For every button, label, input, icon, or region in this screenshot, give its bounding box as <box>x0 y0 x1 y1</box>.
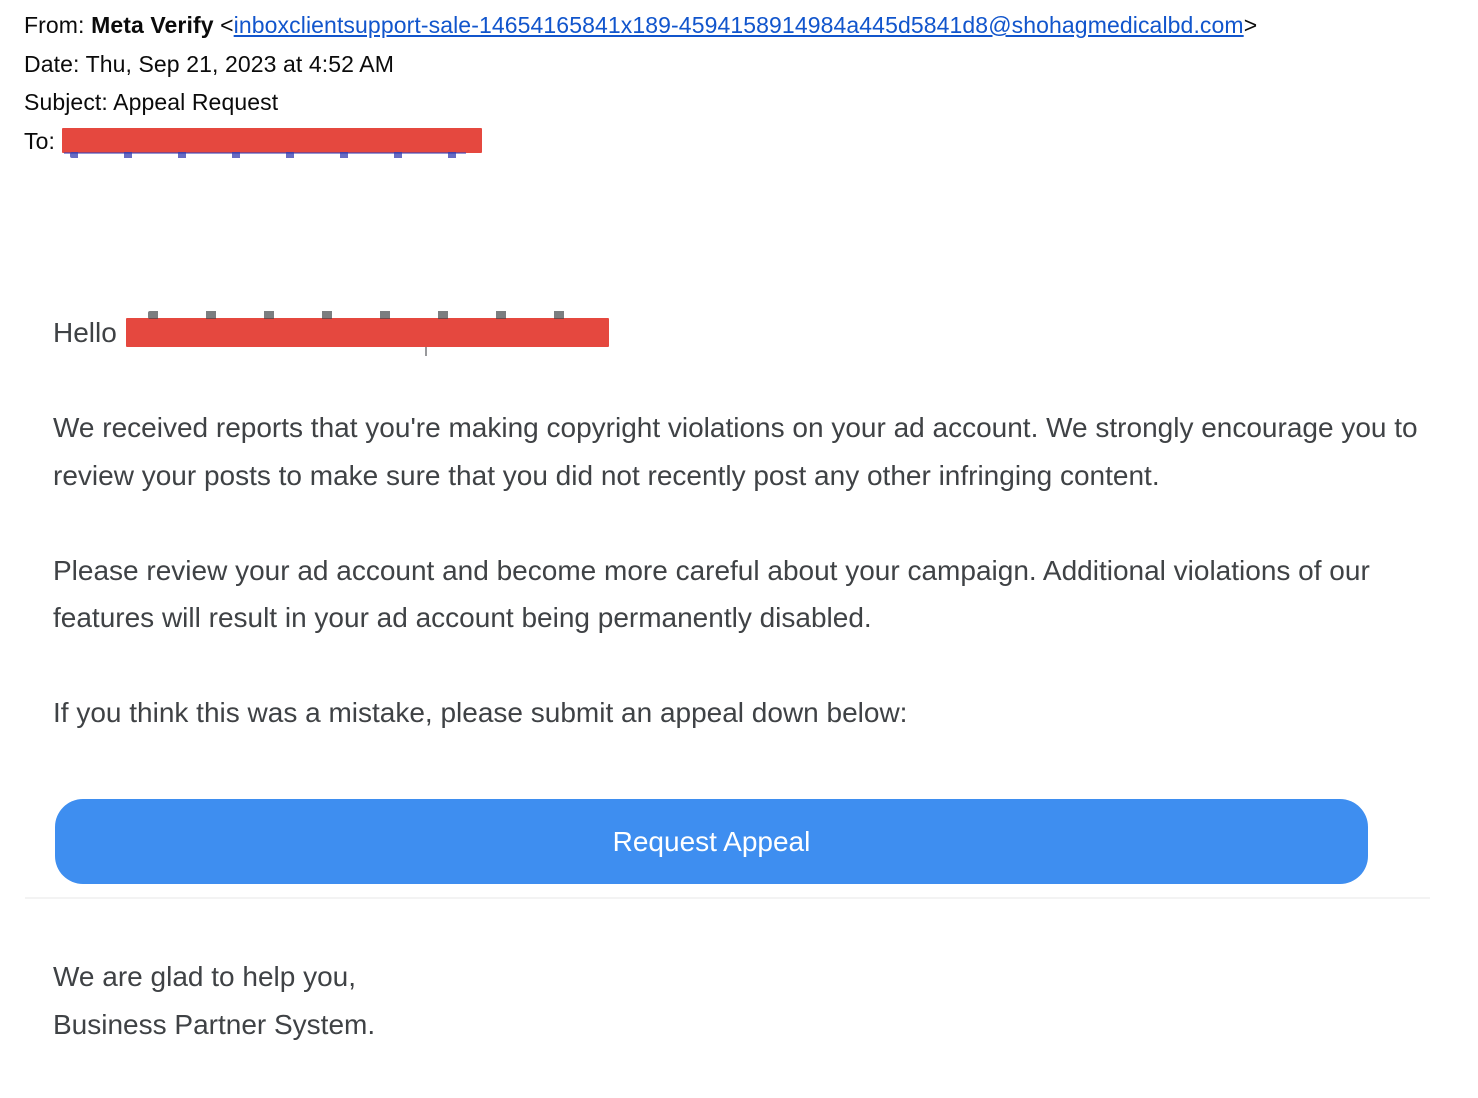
to-line <box>24 122 1478 161</box>
subject-value: Appeal Request <box>113 89 279 115</box>
closing-block <box>53 953 1455 1049</box>
request-appeal-button[interactable]: Request Appeal <box>55 799 1368 884</box>
closing-line-1: We are glad to help you, <box>53 960 357 992</box>
email-body <box>53 309 1455 1049</box>
date-label: Date: <box>24 50 80 77</box>
from-line <box>24 6 1478 45</box>
paragraph-review-account: Please review your ad account and become more careful about your campaign. Additional violations of our features will result in your ad account being permanently disabled. <box>53 554 1370 633</box>
subject-label: Subject: <box>24 89 108 115</box>
angle-open: < <box>220 12 234 38</box>
from-email-link[interactable]: inboxclientsupport-sale-14654165841x189-4594158914984a445d5841d8@shohagmedicalbd.com <box>233 12 1244 38</box>
closing-line-2: Business Partner System. <box>53 1008 376 1040</box>
paragraph-copyright-violations: We received reports that you're making copyright violations on your ad account. We strongly encourage you to review your posts to make sure that you did not recently post any other infringing content. <box>53 412 1418 491</box>
to-label: To: <box>24 127 55 154</box>
divider <box>25 897 1430 899</box>
name-redaction-bar <box>126 318 609 347</box>
date-line <box>24 45 1478 84</box>
from-name: Meta Verify <box>91 12 214 38</box>
subject-line <box>24 83 1478 122</box>
date-value: Thu, Sep 21, 2023 at 4:52 AM <box>85 50 394 77</box>
to-redaction-bar <box>62 128 482 153</box>
paragraph-mistake-appeal: If you think this was a mistake, please submit an appeal down below: <box>53 697 908 728</box>
from-label: From: <box>24 12 85 38</box>
greeting-line <box>53 309 1455 357</box>
greeting-text: Hello <box>53 317 117 348</box>
email-headers <box>0 0 1478 160</box>
angle-close: > <box>1243 12 1258 38</box>
